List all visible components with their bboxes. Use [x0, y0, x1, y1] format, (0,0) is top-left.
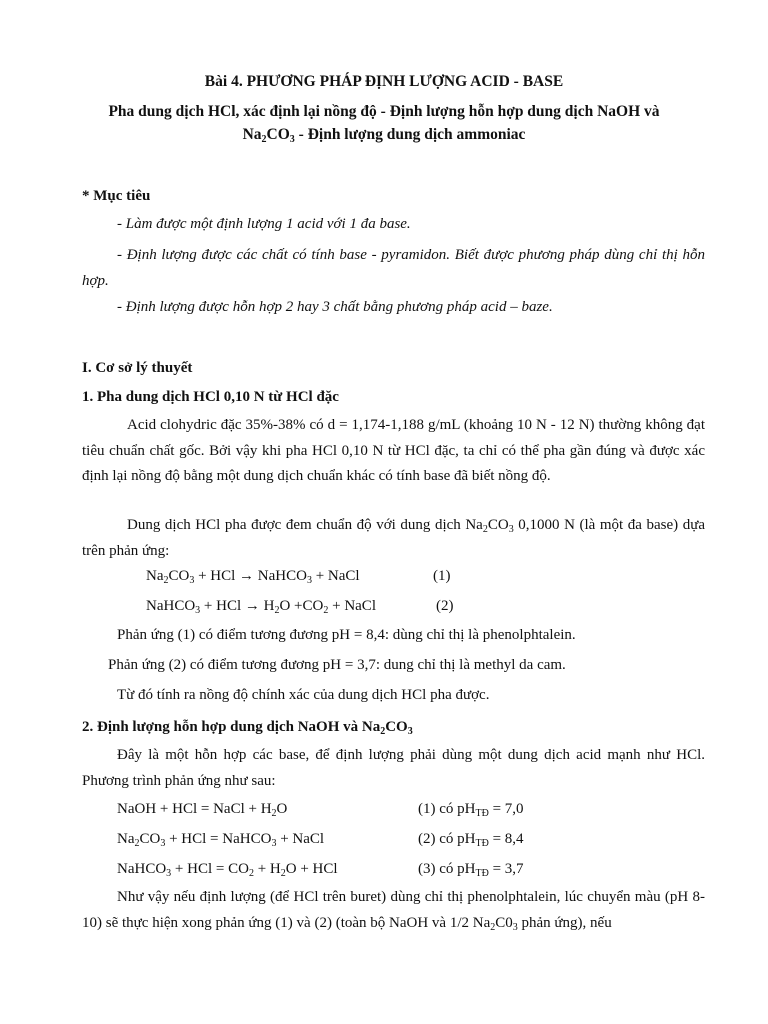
reaction-ph: (2) có $pH_{TĐ} = 8,4$	[418, 831, 524, 849]
objective-item: - Định lượng được các chất có tính base - pyramidon. Biết được phương pháp dùng chỉ thị hỗn hợp.	[82, 247, 705, 289]
paragraph: Acid clohydric đặc 35%-38% có d = 1,174-1,188 g/mL (khoảng 10 N - 12 N) thường không đạt tiêu chuẩn chất gốc. Bởi vậy khi pha HCl 0,10 N từ HCl đặc, ta chỉ có thể pha gần đúng và được xác định lại nồng độ bằng một dung dịch chuẩn khác có tính base đã biết nồng độ.	[82, 417, 705, 484]
reaction-ph: (3) có $pH_{TĐ} = 3,7$	[418, 861, 524, 879]
paragraph: Phản ứng (2) có điểm tương đương pH = 3,7: dung chỉ thị là methyl da cam.	[108, 657, 566, 673]
paragraph: Phản ứng (1) có điểm tương đương pH = 8,4: dùng chỉ thị là phenolphtalein.	[117, 627, 576, 643]
doc-subtitle-line2: $Na_2CO_3$ - Định lượng dung dịch ammoniac	[242, 126, 526, 145]
objective-item: - Định lượng được hỗn hợp 2 hay 3 chất bằng phương pháp acid – baze.	[117, 299, 553, 315]
subsection-heading: 2. Định lượng hỗn hợp dung dịch NaOH và $Na_2CO_3$	[82, 719, 413, 737]
paragraph: Từ đó tính ra nồng độ chính xác của dung dịch HCl pha được.	[117, 687, 490, 703]
doc-title: Bài 4. PHƯƠNG PHÁP ĐỊNH LƯỢNG ACID - BASE	[204, 73, 564, 90]
paragraph: Đây là một hỗn hợp các base, để định lượng phải dùng một dung dịch acid mạnh như HCl. Phương trình phản ứng như sau:	[82, 747, 705, 789]
reaction-equation: NaHCO$_3$ + HCl → $H_2O +CO_2$ + NaCl	[146, 598, 376, 616]
objectives-heading: * Mục tiêu	[82, 188, 151, 204]
reaction-number: (1)	[433, 568, 451, 584]
reaction-number: (2)	[436, 598, 454, 614]
reaction-equation: $Na_2CO_3$ + HCl → NaHCO$_3$ + NaCl	[146, 568, 360, 586]
subsection-heading: 1. Pha dung dịch HCl 0,10 N từ HCl đặc	[82, 389, 339, 405]
paragraph: Như vậy nếu định lượng (để HCl trên buret) dùng chỉ thị phenolphtalein, lúc chuyển màu (pH 8-10) sẽ thực hiện xong phản ứng (1) và (2) (toàn bộ NaOH và 1/2 $Na_2C0_3$ phản ứng), nếu	[82, 889, 705, 933]
reaction-equation: NaOH + HCl = NaCl + $H_2O$	[117, 801, 288, 819]
section-heading: I. Cơ sở lý thuyết	[82, 360, 193, 376]
objective-item: - Làm được một định lượng 1 acid với 1 đa base.	[117, 216, 411, 232]
reaction-equation: $Na_2CO_3$ + HCl = NaHCO$_3$ + NaCl	[117, 831, 325, 849]
paragraph: Dung dịch HCl pha được đem chuẩn độ với dung dịch $Na_2CO_3$ 0,1000 N (là một đa base) dựa trên phản ứng:	[82, 517, 705, 559]
reaction-equation: NaHCO$_3$ + HCl = $CO_2 + H_2O$ + HCl	[117, 861, 338, 879]
reaction-ph: (1) có $pH_{TĐ} = 7,0$	[418, 801, 524, 819]
doc-subtitle-line1: Pha dung dịch HCl, xác định lại nồng độ - Định lượng hỗn hợp dung dịch NaOH và	[108, 103, 660, 120]
